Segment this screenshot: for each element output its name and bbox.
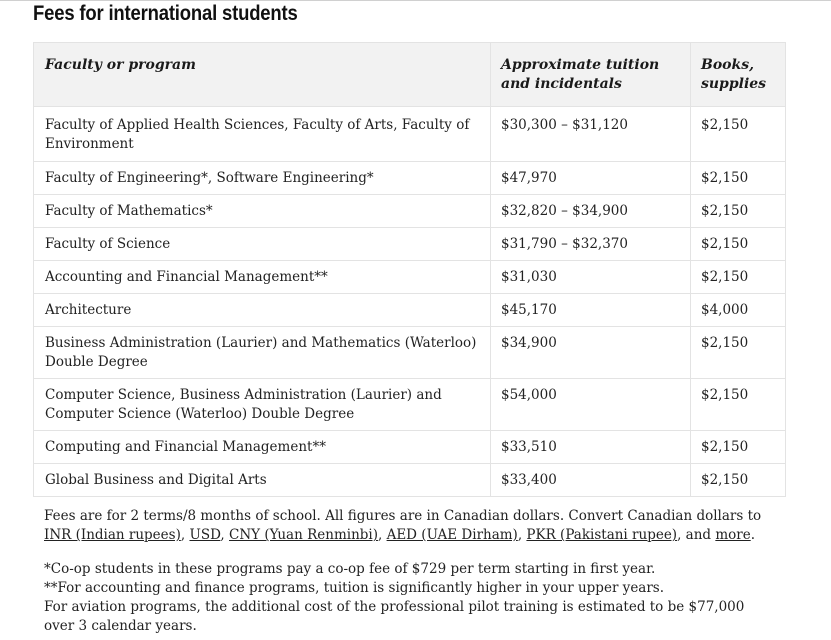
notes-section [44,507,764,636]
books-cell: $2,150 [691,431,786,464]
inr-link[interactable]: INR (Indian rupees) [44,527,181,543]
program-cell: Faculty of Science [34,228,491,261]
table-row [34,327,786,379]
separator: , [517,527,527,543]
table-row [34,261,786,294]
tuition-cell: $47,970 [491,162,691,195]
books-cell: $4,000 [691,294,786,327]
program-cell: Architecture [34,294,491,327]
table-row [34,195,786,228]
books-cell: $2,150 [691,261,786,294]
footnote-coop: *Co-op students in these programs pay a co-op fee of $729 per term starting in first year. [44,561,656,577]
aed-link[interactable]: AED (UAE Dirham) [386,527,518,543]
page-title: Fees for international students [33,2,298,25]
separator: , [180,527,190,543]
pkr-link[interactable]: PKR (Pakistani rupee) [526,527,678,543]
books-cell: $2,150 [691,228,786,261]
books-cell: $2,150 [691,379,786,431]
header-tuition: Approximate tuition and incidentals [491,43,691,107]
cny-link[interactable]: CNY (Yuan Renminbi) [229,527,378,543]
program-cell: Faculty of Engineering*, Software Engineering* [34,162,491,195]
tuition-cell: $30,300 – $31,120 [491,107,691,162]
footnote-aviation: For aviation programs, the additional cost of the professional pilot training is estimated to be $77,000 over 3 calendar years. [44,599,745,634]
table-row [34,228,786,261]
books-cell: $2,150 [691,107,786,162]
tuition-cell: $33,400 [491,464,691,497]
header-program: Faculty or program [34,43,491,107]
program-cell: Computer Science, Business Administration (Laurier) and Computer Science (Waterloo) Double Degree [34,379,491,431]
table-row [34,294,786,327]
table-header-row [34,43,786,107]
program-cell: Global Business and Digital Arts [34,464,491,497]
books-cell: $2,150 [691,327,786,379]
and-text: , and [677,527,716,543]
currency-note-text: Fees are for 2 terms/8 months of school. All figures are in Canadian dollars. Convert Canadian dollars to [44,508,762,524]
tuition-cell: $33,510 [491,431,691,464]
footnote-accounting: **For accounting and finance programs, tuition is significantly higher in your upper years. [44,580,665,596]
separator: , [220,527,230,543]
table-row [34,379,786,431]
header-books: Books, supplies [691,43,786,107]
program-cell: Accounting and Financial Management** [34,261,491,294]
period: . [750,527,756,543]
books-cell: $2,150 [691,195,786,228]
program-cell: Faculty of Mathematics* [34,195,491,228]
tuition-cell: $31,030 [491,261,691,294]
table-row [34,162,786,195]
currency-note [44,507,764,545]
more-link[interactable]: more [715,527,751,543]
fees-table [33,42,786,497]
tuition-cell: $32,820 – $34,900 [491,195,691,228]
table-row [34,107,786,162]
program-cell: Business Administration (Laurier) and Mathematics (Waterloo) Double Degree [34,327,491,379]
tuition-cell: $45,170 [491,294,691,327]
tuition-cell: $31,790 – $32,370 [491,228,691,261]
table-row [34,431,786,464]
usd-link[interactable]: USD [189,527,221,543]
tuition-cell: $34,900 [491,327,691,379]
books-cell: $2,150 [691,464,786,497]
program-cell: Faculty of Applied Health Sciences, Faculty of Arts, Faculty of Environment [34,107,491,162]
table-row [34,464,786,497]
books-cell: $2,150 [691,162,786,195]
tuition-cell: $54,000 [491,379,691,431]
program-cell: Computing and Financial Management** [34,431,491,464]
separator: , [377,527,387,543]
